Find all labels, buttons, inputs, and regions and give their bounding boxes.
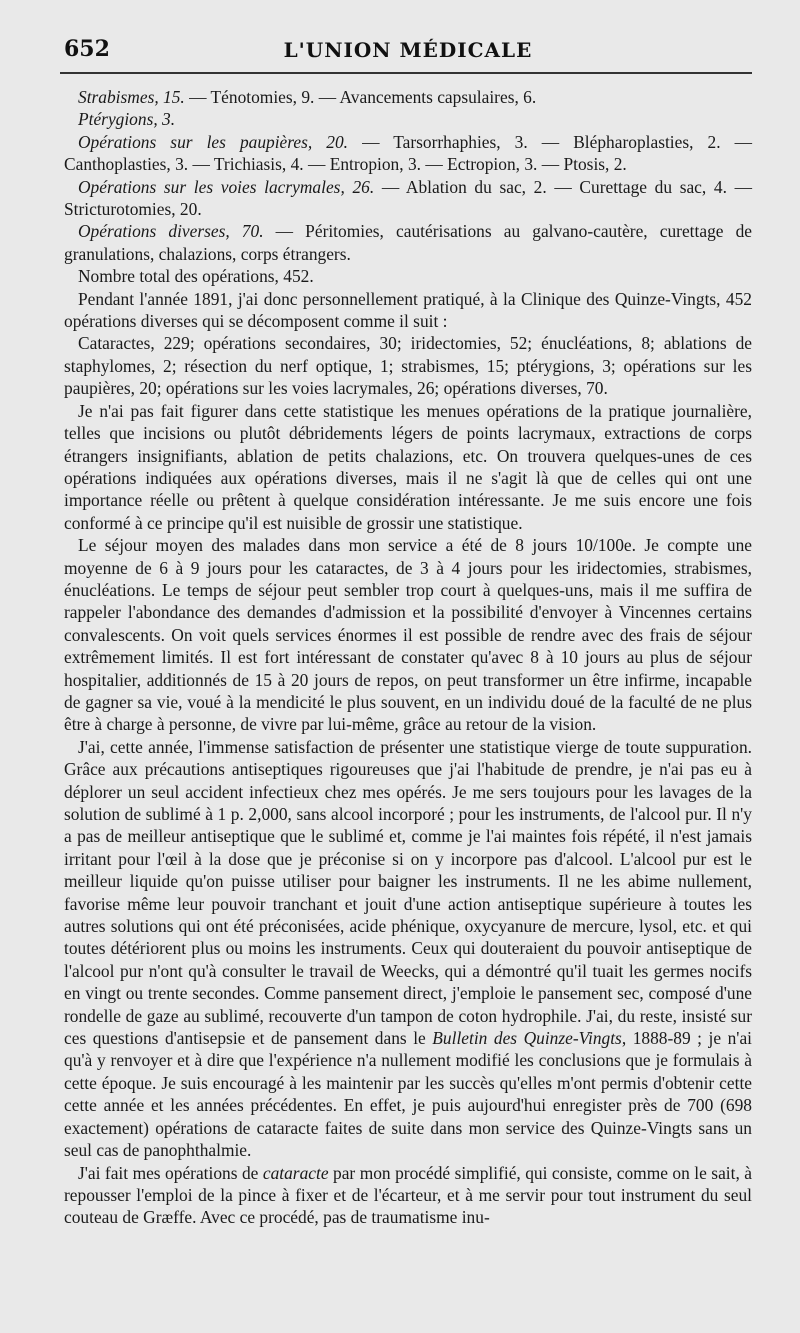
paragraph-lead: Opérations sur les voies lacrymales, 26.: [78, 176, 375, 197]
paragraph-text: Je n'ai pas fait figurer dans cette statistique les menues opérations de la pratique journalière, telles que incisions ou plutôt débridements légers de points lacrymaux, extractions de corps étrangers insignifiants, ablation de petits chalazions, etc. On trouvera quelques-unes de ces opérations indiquées aux opérations diverses, mais il ne s'agit là que de celles qui ont une importance réelle ou prêtent à quelque considération intéressante. Je me suis encore une fois conformé à ce principe qu'il est nuisible de grossir une statistique.: [64, 400, 752, 533]
paragraph-text: J'ai fait mes opérations de: [78, 1162, 263, 1183]
paragraph-text: — Ablation du sac, 2. — Curettage du sac, 4. — Stricturotomies, 20.: [64, 176, 752, 220]
paragraph-nombre-total: [64, 265, 752, 287]
header-rule: [60, 72, 752, 74]
paragraph-sejour-moyen: [64, 534, 752, 736]
paragraph-text: Cataractes, 229; opérations secondaires, 30; iridectomies, 52; énucléations, 8; ablations de staphylomes, 2; résection du nerf optique, 1; strabismes, 15; ptérygions, 3; opérations sur les paupières, 20; opérations sur les voies lacrymales, 26; opérations diverses, 70.: [64, 333, 752, 399]
paragraph-tail: , 1888-89 ; je n'ai qu'à y renvoyer et à dire que l'expérience n'a nullement modifié les conclusions que je formulais à cette époque. Je suis encouragé à les maintenir par les succès qu'elles m'ont permis d'obtenir cette cette année et les années précédentes. En effet, je puis aujourd'hui enregister près de 700 (698 exactement) opérations de cataracte faites de suite dans mon service des Quinze-Vingts sans un seul cas de panophthalmie.: [64, 1028, 752, 1161]
paragraph-lead: Strabismes, 15.: [78, 87, 185, 107]
paragraph-text: — Péritomies, cautérisations au galvano-cautère, curettage de granulations, chalazions, corps étrangers.: [64, 221, 753, 264]
paragraph-lead: Opérations sur les paupières, 20.: [78, 131, 349, 152]
paragraph-lead: Opérations diverses, 70.: [78, 221, 264, 242]
paragraph-text: Nombre total des opérations, 452.: [78, 266, 314, 287]
paragraph-text: — Tarsorrhaphies, 3. — Blépharoplasties, 2. — Canthoplasties, 3. — Trichiasis, 4. — Entropion, 3. — Ectropion, 3. — Ptosis, 2.: [64, 131, 752, 175]
paragraph-lead: Ptérygions, 3.: [78, 109, 176, 130]
paragraph-strabismes: [64, 86, 752, 108]
paragraph-voies-lacrymales: [64, 176, 752, 221]
paragraph-annee-1891: [64, 288, 752, 333]
paragraph-tail: par mon procédé simplifié, qui consiste, comme on le sait, à repousser l'emploi de la pince à fixer et de l'écarteur, et à me servir pour tout instrument du seul couteau de Græffe. Avec ce procédé, pas de traumatisme inu-: [64, 1162, 752, 1228]
paragraph-text: J'ai, cette année, l'immense satisfaction de présenter une statistique vierge de toute suppuration. Grâce aux précautions antiseptiques rigoureuses que j'ai l'habitude de prendre, je n'ai pas eu à déplorer un seul accident infectieux chez mes opérés. Je me sers toujours pour les lavages de la solution de sublimé à 1 p. 2,000, sans alcool incorporé ; pour les instruments, de l'alcool pur. Il n'y a pas de meilleur antiseptique que le sublimé et, comme je l'ai maintes fois répété, il n'est jamais irritant pour l'œil à la dose que je préconise si on y incorpore pas d'alcool. L'alcool pur est le meilleur liquide qu'on puisse utiliser pour baigner les instruments. Il ne les abime nullement, favorise même leur pouvoir tranchant et jouit d'une action antiseptique supérieure à toutes les autres solutions qui ont été préconisées, acide phénique, oxycyanure de mercure, lysol, etc. et qui toutes détériorent plus ou moins les instruments. Ceux qui douteraient du pouvoir antiseptique de l'alcool pur n'ont qu'à consulter le travail de Weecks, qui a démontré qu'il tuait les germes nocifs en vingt ou trente secondes. Comme pansement direct, j'emploie le pansement sec, composé d'une rondelle de gaze au sublimé, recouverte d'un tampon de coton hydrophile. J'ai, du reste, insisté sur ces questions d'antisepsie et de pansement dans le: [64, 736, 752, 1049]
paragraph-text: — Ténotomies, 9. — Avancements capsulaires, 6.: [184, 87, 537, 107]
body-text: [64, 86, 752, 1229]
paragraph-cataractes-summary: [64, 332, 752, 399]
paragraph-italic-ref: Bulletin des Quinze-Vingts: [432, 1028, 622, 1049]
page-number: 652: [64, 36, 110, 62]
paragraph-pterygions: [64, 108, 752, 130]
journal-title: L'UNION MÉDICALE: [283, 38, 533, 62]
page-header: [64, 36, 752, 66]
paragraph-operations-diverses: [64, 220, 752, 265]
paragraph-antisepsie: [64, 736, 752, 1162]
paragraph-menues-operations: [64, 400, 752, 534]
paragraph-text: Pendant l'année 1891, j'ai donc personnellement pratiqué, à la Clinique des Quinze-Vingts, 452 opérations diverses qui se décomposent comme il suit :: [64, 288, 752, 332]
paragraph-text: Le séjour moyen des malades dans mon service a été de 8 jours 10/100e. Je compte une moyenne de 6 à 9 jours pour les cataractes, de 3 à 4 jours pour les iridectomies, strabismes, énucléations. Le temps de séjour peut sembler trop court à quelques-uns, mais il me suffira de rappeler l'abondance des demandes d'admission et la possibilité d'envoyer à Vincennes certains convalescents. On voit quels services énormes il est possible de rendre avec des frais de séjour extrêmement limités. Il est fort intéressant de constater qu'avec 8 à 10 jours au plus de séjour hospitalier, additionnés de 15 à 20 jours de repos, on peut transformer un être infirme, incapable de gagner sa vie, voué à la mendicité le plus souvent, en un individu doué de la faculté de ne plus être à charge à personne, de vivre par lui-même, grâce au retour de la vision.: [64, 535, 752, 735]
paragraph-cataracte-procede: [64, 1162, 752, 1229]
paragraph-paupieres: [64, 131, 752, 176]
paragraph-italic-ref: cataracte: [262, 1162, 329, 1183]
